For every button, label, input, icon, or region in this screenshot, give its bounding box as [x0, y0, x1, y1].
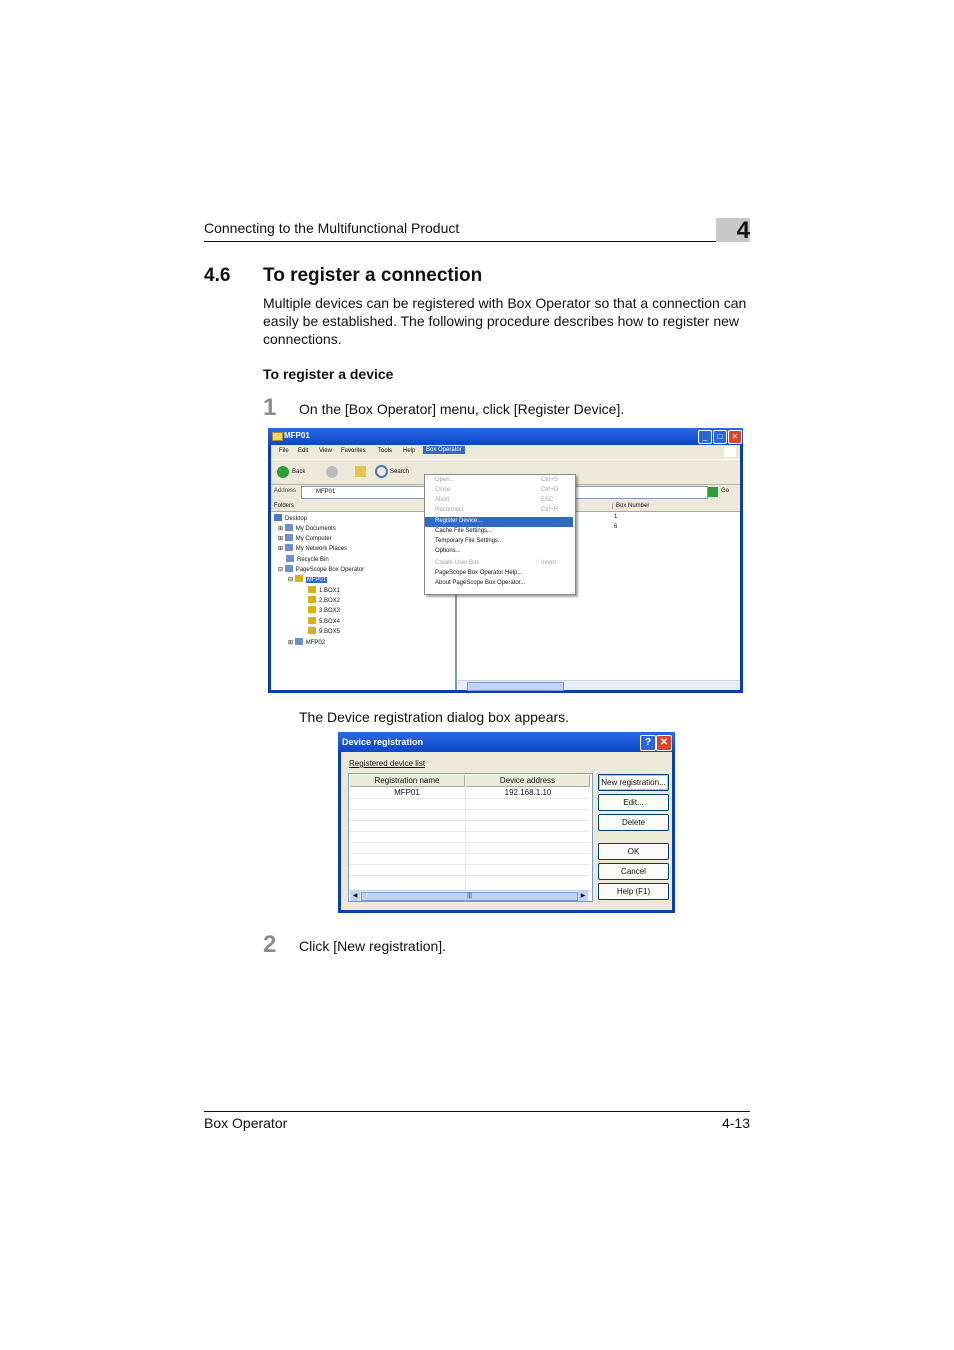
search-icon[interactable] [375, 465, 388, 478]
grid-line [349, 820, 590, 821]
help-icon[interactable]: ? [640, 735, 656, 751]
tree-item-recycle-bin[interactable]: Recycle Bin [286, 555, 329, 563]
close-icon[interactable]: ✕ [656, 735, 672, 751]
horizontal-scrollbar[interactable] [457, 680, 740, 690]
dialog-note: The Device registration dialog box appears. [299, 709, 570, 725]
folder-icon [272, 432, 283, 441]
back-label[interactable]: Back [292, 469, 306, 475]
grid-line [349, 864, 590, 865]
box-operator-icon [285, 565, 293, 572]
step-2-text: Click [New registration]. [299, 938, 447, 954]
section-number: 4.6 [204, 265, 231, 286]
grid-line [349, 831, 590, 832]
footer-rule [204, 1111, 750, 1112]
tree-item-box-operator[interactable]: ⊟ PageScope Box Operator [278, 567, 365, 573]
search-label[interactable]: Search [390, 469, 410, 475]
close-icon[interactable]: ✕ [728, 430, 742, 444]
menu-tools[interactable]: Tools [378, 448, 393, 454]
list-label: Registered device list [349, 759, 426, 768]
recycle-bin-icon [286, 555, 294, 562]
scrollbar-thumb[interactable]: ||| [361, 892, 578, 901]
device-icon [295, 575, 303, 582]
intro-paragraph: Multiple devices can be registered with Box Operator so that a connection can easily be established. The following procedure describes how to register new connections. [263, 295, 747, 347]
menu-edit[interactable]: Edit [298, 448, 309, 454]
network-icon [285, 544, 293, 551]
scroll-left-icon[interactable]: ◀ [350, 891, 360, 901]
tree-item-my-documents[interactable]: ⊞ My Documents [278, 526, 336, 532]
menu-item-temp-settings[interactable]: Temporary File Settings... [435, 538, 504, 544]
column-device-address[interactable]: Device address [466, 775, 590, 787]
tree-item-box[interactable]: 9.BOX5 [308, 627, 340, 635]
column-box-number[interactable]: Box Number [612, 503, 649, 509]
box-number-cell: 6 [614, 524, 618, 530]
help-button[interactable]: Help (F1) [598, 883, 669, 900]
section-title: To register a connection [263, 265, 483, 286]
box-icon [308, 586, 316, 593]
menu-item-help[interactable]: PageScope Box Operator Help... [435, 570, 523, 576]
minimize-icon[interactable]: _ [698, 430, 712, 444]
scrollbar-thumb[interactable] [467, 682, 564, 691]
step-1-number: 1 [263, 394, 277, 421]
column-registration-name[interactable]: Registration name [350, 775, 465, 787]
menu-item-abort[interactable]: Abort ESC [435, 497, 554, 503]
header-rule [204, 241, 750, 242]
tree-item-network-places[interactable]: ⊞ My Network Places [278, 546, 348, 552]
device-icon [295, 638, 303, 645]
menu-favorites[interactable]: Favorites [341, 448, 366, 454]
up-folder-icon[interactable] [355, 466, 366, 477]
windows-logo-icon [724, 446, 736, 457]
box-icon [308, 617, 316, 624]
menu-item-about[interactable]: About PageScope Box Operator... [435, 580, 526, 586]
grid-line [349, 875, 590, 876]
menu-view[interactable]: View [319, 448, 332, 454]
explorer-screenshot [268, 428, 743, 693]
box-icon [308, 596, 316, 603]
tree-item-box[interactable]: 1.BOX1 [308, 586, 340, 594]
edit-button[interactable]: Edit... [598, 794, 669, 811]
cancel-button[interactable]: Cancel [598, 863, 669, 880]
registered-device-list[interactable] [348, 773, 593, 902]
ok-button[interactable]: OK [598, 843, 669, 860]
desktop-icon [274, 514, 282, 521]
step-1-text: On the [Box Operator] menu, click [Register Device]. [299, 401, 625, 417]
grid-line [465, 787, 466, 890]
delete-button[interactable]: Delete [598, 814, 669, 831]
tree-item-box[interactable]: 2.BOX2 [308, 596, 340, 604]
tree-item-mfp01[interactable]: ⊟ MFP01 [288, 577, 327, 583]
dialog-titlebar [338, 732, 675, 752]
menu-box-operator[interactable]: Box Operator [423, 446, 465, 454]
scroll-right-icon[interactable]: ▶ [578, 891, 588, 901]
new-registration-button[interactable]: New registration... [598, 774, 669, 791]
menu-item-reconnect[interactable]: Reconnect Ctrl+R [435, 507, 559, 513]
cell-registration-name[interactable]: MFP01 [394, 788, 420, 797]
cell-device-address[interactable]: 192.168.1.10 [504, 788, 552, 797]
subheading: To register a device [263, 366, 394, 382]
back-arrow-icon[interactable] [277, 466, 289, 478]
maximize-icon[interactable]: □ [713, 430, 727, 444]
menu-bar [271, 445, 740, 458]
device-registration-dialog [338, 732, 675, 913]
folder-icon [285, 524, 293, 531]
tree-item-my-computer[interactable]: ⊞ My Computer [278, 536, 332, 542]
chapter-title: Connecting to the Multifunctional Product [204, 220, 460, 236]
chapter-number: 4 [736, 217, 750, 244]
tree-item-box[interactable]: 3.BOX3 [308, 606, 340, 614]
menu-item-create-user-box[interactable]: Create User Box Insert [435, 560, 557, 566]
forward-arrow-icon[interactable] [326, 466, 338, 478]
grid-line [349, 798, 590, 799]
box-number-cell: 1 [614, 514, 618, 520]
grid-line [349, 853, 590, 854]
go-arrow-icon[interactable] [708, 487, 718, 497]
address-label: Address [274, 488, 297, 494]
dialog-title: Device registration [342, 737, 424, 747]
address-value: MFP01 [316, 489, 336, 495]
page-number: 4-13 [721, 1115, 750, 1131]
menu-help[interactable]: Help [403, 448, 416, 454]
menu-item-options[interactable]: Options... [435, 548, 461, 554]
footer-product-name: Box Operator [204, 1115, 288, 1131]
go-label[interactable]: Go [721, 488, 730, 494]
box-icon [308, 606, 316, 613]
tree-item-box[interactable]: 5.BOX4 [308, 617, 340, 625]
grid-line [349, 809, 590, 810]
computer-icon [285, 534, 293, 541]
tree-item-desktop[interactable]: Desktop [274, 514, 307, 522]
folders-label: Folders [274, 503, 295, 509]
tree-item-mfp02[interactable]: ⊞ MFP02 [288, 640, 326, 646]
menu-item-register-device[interactable]: Register Device... [425, 517, 573, 527]
menu-item-open[interactable]: Open... Ctrl+S [435, 477, 558, 483]
grid-line [349, 842, 590, 843]
box-operator-menu [424, 474, 576, 595]
menu-item-cache-settings[interactable]: Cache File Settings... [435, 528, 493, 534]
box-icon [308, 627, 316, 634]
menu-file[interactable]: File [279, 448, 289, 454]
list-scrollbar[interactable] [349, 890, 590, 901]
step-2-number: 2 [263, 931, 277, 958]
explorer-title: MFP01 [284, 431, 310, 440]
explorer-titlebar [268, 428, 743, 445]
menu-item-close[interactable]: Close Ctrl+D [435, 487, 559, 493]
